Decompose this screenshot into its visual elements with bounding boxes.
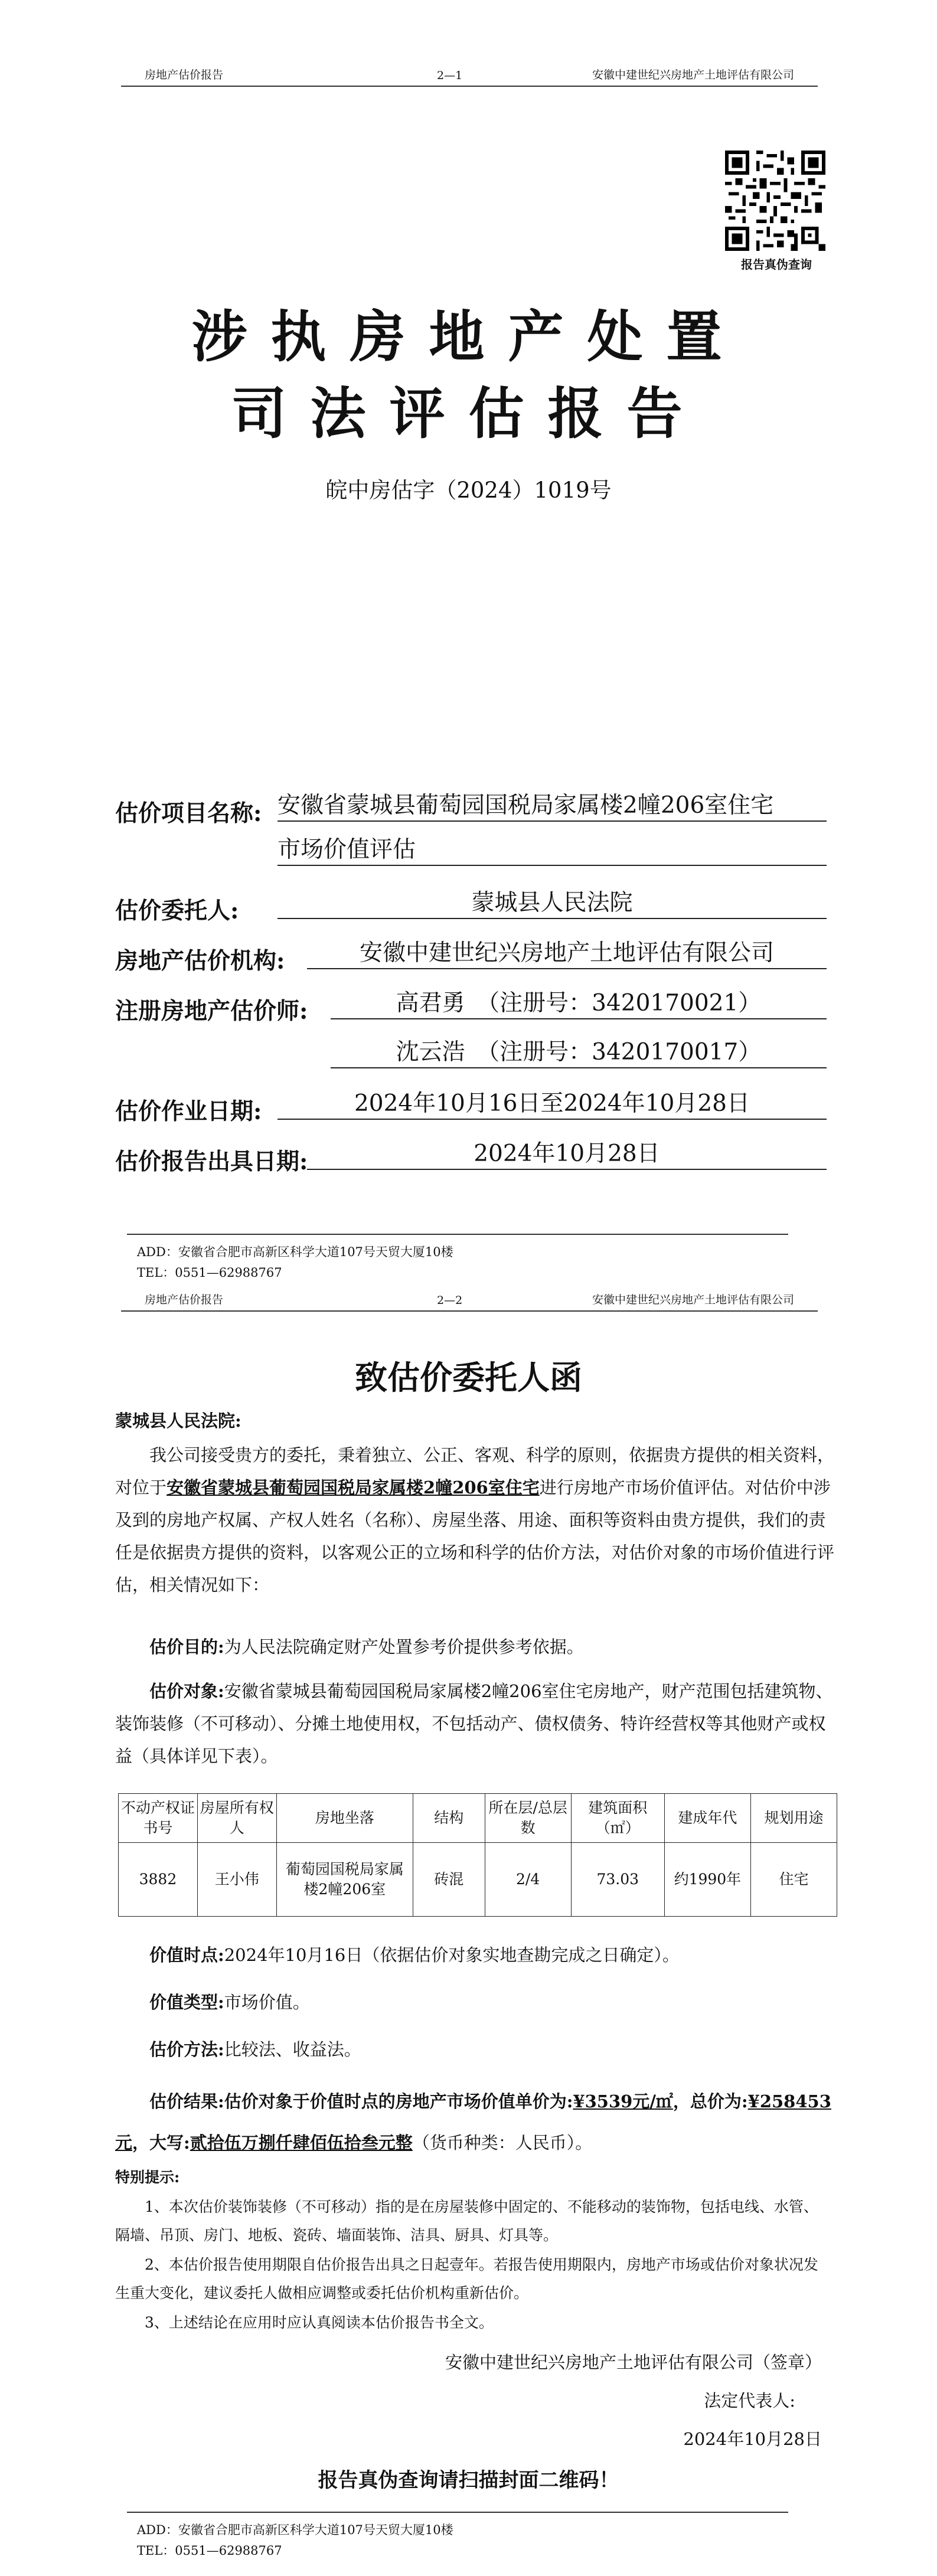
header-left: 房地产估价报告	[145, 68, 224, 81]
intro-paragraph: 我公司接受贵方的委托，秉着独立、公正、客观、科学的原则，依据贵方提供的相关资料，对位于安徽省蒙城县葡萄园国税局家属楼2幢206室住宅进行房地产市场价值评估。对估价中涉及到的房地产权属、产权人姓名（名称）、房屋坐落、用途、面积等资料由贵方提供，我们的责任是依据贵方提供的资料，以客观公正的立场和科学的估价方法，对估价对象的市场价值进行评估，相关情况如下：	[115, 1445, 835, 1595]
property-address-emphasis: 安徽省蒙城县葡萄园国税局家属楼2幢206室住宅	[166, 1477, 540, 1498]
agency-value: 安徽中建世纪兴房地产土地评估有限公司	[307, 939, 827, 969]
footer-address: ADD：安徽省合肥市高新区科学大道107号天贸大厦10楼	[137, 1245, 453, 1259]
header-company: 安徽中建世纪兴房地产土地评估有限公司	[592, 1293, 794, 1306]
table-cell: 约1990年	[664, 1843, 750, 1917]
qr-code-icon[interactable]	[725, 151, 825, 251]
table-header-cell: 规划用途	[750, 1794, 837, 1843]
table-header-cell: 建成年代	[664, 1794, 750, 1843]
report-title-line1: 涉执房地产处置	[191, 305, 746, 370]
table-cell: 王小伟	[197, 1843, 276, 1917]
report-cover-page	[0, 0, 937, 1287]
tips-title: 特别提示:	[115, 2169, 180, 2186]
issue-date-value: 2024年10月28日	[307, 1139, 827, 1170]
total-price: ¥258453元	[115, 2091, 831, 2153]
table-header-cell: 房地坐落	[276, 1794, 413, 1843]
total-price-uppercase: 贰拾伍万捌仟肆佰伍拾叁元整	[190, 2133, 413, 2153]
report-title-line2: 司法评估报告	[231, 381, 706, 446]
footer-tel: TEL：0551—62988767	[137, 1266, 282, 1280]
appraiser-label: 注册房地产估价师:	[115, 998, 308, 1025]
work-date-value: 2024年10月16日至2024年10月28日	[277, 1089, 827, 1120]
client-value: 蒙城县人民法院	[277, 888, 827, 919]
object-paragraph: 估价对象:安徽省蒙城县葡萄园国税局家属楼2幢206室住宅房地产，财产范围包括建筑物、装饰装修（不可移动）、分摊土地使用权，不包括动产、债权债务、特许经营权等其他财产或权益（具体详见下表）。	[115, 1681, 833, 1766]
work-date-label: 估价作业日期:	[115, 1098, 262, 1125]
table-header-cell: 不动产权证书号	[119, 1794, 198, 1843]
page-header	[121, 1287, 818, 1312]
table-cell: 73.03	[571, 1843, 664, 1917]
tip-2: 2、本估价报告使用期限自估价报告出具之日起壹年。若报告使用期限内，房地产市场或估价对象状况发生重大变化，建议委托人做相应调整或委托估价机构重新估价。	[115, 2256, 818, 2302]
table-header-row	[119, 1794, 837, 1843]
header-left: 房地产估价报告	[145, 1293, 224, 1306]
table-cell: 葡萄园国税局家属楼2幢206室	[276, 1843, 413, 1917]
appraiser-2: 沈云浩 （注册号：3420170017）	[331, 1038, 827, 1068]
qr-notice: 报告真伪查询请扫描封面二维码！	[318, 2469, 619, 2492]
header-page-number: 2—1	[437, 69, 463, 82]
value-date-line: 价值时点:2024年10月16日（依据估价对象实地查勘完成之日确定）。	[149, 1945, 680, 1965]
unit-price: ¥3539元/㎡	[573, 2091, 673, 2111]
table-row	[119, 1843, 837, 1917]
page-header	[121, 62, 818, 87]
table-header-cell: 结构	[413, 1794, 485, 1843]
appraiser-1: 高君勇 （注册号：3420170021）	[331, 989, 827, 1019]
addressee: 蒙城县人民法院:	[115, 1411, 241, 1431]
client-label: 估价委托人:	[115, 897, 239, 924]
table-cell: 3882	[119, 1843, 198, 1917]
tip-3: 3、上述结论在应用时应认真阅读本估价报告书全文。	[145, 2314, 494, 2331]
letter-page	[0, 1287, 937, 2576]
document-number: 皖中房估字（2024）1019号	[325, 478, 612, 503]
legal-representative: 法定代表人:	[704, 2391, 795, 2411]
signature-date: 2024年10月28日	[683, 2429, 822, 2449]
footer-tel: TEL：0551—62988767	[137, 2544, 282, 2558]
letter-title: 致估价委托人函	[354, 1358, 582, 1397]
result-paragraph: 估价结果:估价对象于价值时点的房地产市场价值单价为:¥3539元/㎡，总价为:¥258453元，大写:贰拾伍万捌仟肆佰伍拾叁元整（货币种类：人民币）。	[115, 2091, 831, 2153]
purpose-line: 估价目的:为人民法院确定财产处置参考价提供参考依据。	[149, 1637, 584, 1657]
table-cell: 砖混	[413, 1843, 485, 1917]
company-signature: 安徽中建世纪兴房地产土地评估有限公司（签章）	[445, 2352, 822, 2372]
project-name-label: 估价项目名称:	[115, 800, 262, 827]
property-table	[118, 1793, 837, 1917]
table-cell: 2/4	[485, 1843, 571, 1917]
header-page-number: 2—2	[437, 1294, 463, 1307]
project-name-value: 安徽省蒙城县葡萄园国税局家属楼2幢206室住宅	[277, 791, 827, 822]
qr-caption: 报告真伪查询	[741, 257, 812, 272]
footer-address: ADD：安徽省合肥市高新区科学大道107号天贸大厦10楼	[137, 2523, 453, 2537]
table-header-cell: 房屋所有权人	[197, 1794, 276, 1843]
table-header-cell: 建筑面积（㎡）	[571, 1794, 664, 1843]
method-line: 估价方法:比较法、收益法。	[149, 2039, 361, 2060]
agency-label: 房地产估价机构:	[115, 947, 285, 975]
header-company: 安徽中建世纪兴房地产土地评估有限公司	[592, 68, 794, 81]
footer-divider	[127, 2512, 788, 2513]
footer-divider	[127, 1234, 788, 1235]
issue-date-label: 估价报告出具日期:	[115, 1148, 308, 1175]
tip-1: 1、本次估价装饰装修（不可移动）指的是在房屋装修中固定的、不能移动的装饰物，包括电线、水管、隔墙、吊顶、房门、地板、瓷砖、墙面装饰、洁具、厨具、灯具等。	[115, 2198, 818, 2244]
table-cell: 住宅	[750, 1843, 837, 1917]
table-header-cell: 所在层/总层数	[485, 1794, 571, 1843]
project-name-value-cont: 市场价值评估	[277, 835, 827, 866]
value-type-line: 价值类型:市场价值。	[149, 1992, 310, 2012]
